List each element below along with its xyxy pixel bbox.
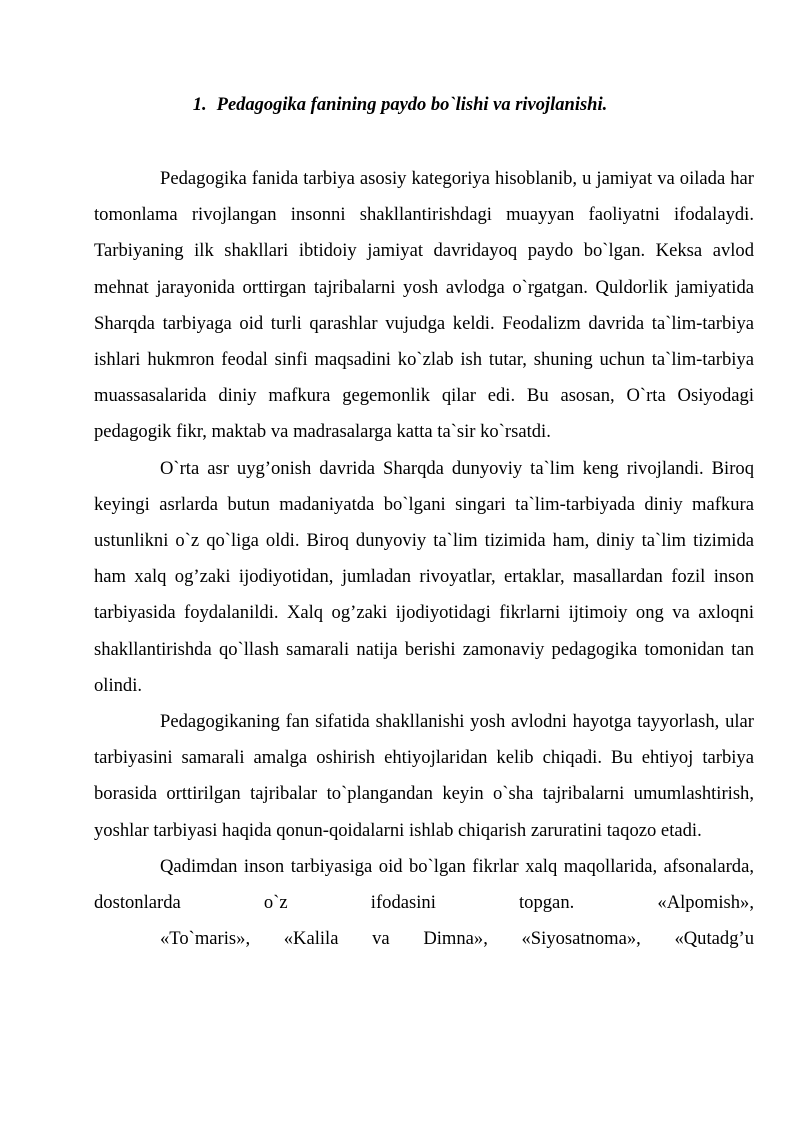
section-heading <box>0 92 800 118</box>
paragraph-2: O`rta asr uyg’onish davrida Sharqda dunyoviy ta`lim keng rivojlandi. Biroq keyingi asrlarda butun madaniyatda bo`lgani singari ta`lim-tarbiyada diniy mafkura ustunlikni o`z qo`liga oldi. Biroq dunyoviy ta`lim tizimida ham, diniy ta`lim tizimida ham xalq og’zaki ijodiyotidan, jumladan rivoyatlar, ertaklar, masallardan fozil inson tarbiyasida foydalanildi. Xalq og’zaki ijodiyotidagi fikrlarni ijtimoiy ong va axloqni shakllantirishda qo`llash samarali natija berishi zamonaviy pedagogika tomonidan tan olindi. <box>94 457 754 696</box>
section-title: Pedagogika fanining paydo bo`lishi va rivojlanishi. <box>216 95 608 115</box>
paragraph-1: Pedagogika fanida tarbiya asosiy kategoriya hisoblanib, u jamiyat va oilada har tomonlama rivojlangan insonni shakllantirishdagi muayyan faoliyatni ifodalaydi. Tarbiyaning ilk shakllari ibtidoiy jamiyat davridayoq paydo bo`lgan. Keksa avlod mehnat jarayonida orttirgan tajribalarni yosh avlodga o`rgatgan. Quldorlik jamiyatida Sharqda tarbiyaga oid turli qarashlar vujudga keldi. Feodalizm davrida ta`lim-tarbiya ishlari hukmron feodal sinfi maqsadini ko`zlab ish tutar, shuning uchun ta`lim-tarbiya muassasalarida diniy mafkura gegemonlik qilar edi. Bu asosan, O`rta Osiyodagi pedagogik fikr, maktab va madrasalarga katta ta`sir ko`rsatdi. <box>94 168 754 443</box>
paragraph-4: Qadimdan inson tarbiyasiga oid bo`lgan fikrlar xalq maqollarida, afsonalarda, dostonlarda o`z ifodasini topgan. «Alpomish», <box>94 855 754 914</box>
body-text <box>94 161 754 957</box>
paragraph-3: Pedagogikaning fan sifatida shakllanishi yosh avlodni hayotga tayyorlash, ular tarbiyasini samarali amalga oshirish ehtiyojlaridan kelib chiqadi. Bu ehtiyoj tarbiya borasida orttirilgan tajribalar to`plangandan keyin o`sha tajribalarni umumlashtirish, yoshlar tarbiyasi haqida qonun-qoidalarni ishlab chiqarish zaruratini taqozo etadi. <box>94 711 754 841</box>
section-number: 1. <box>192 95 207 115</box>
paragraph-5: «To`maris», «Kalila va Dimna», «Siyosatnoma», «Qutadg’u <box>160 928 754 950</box>
